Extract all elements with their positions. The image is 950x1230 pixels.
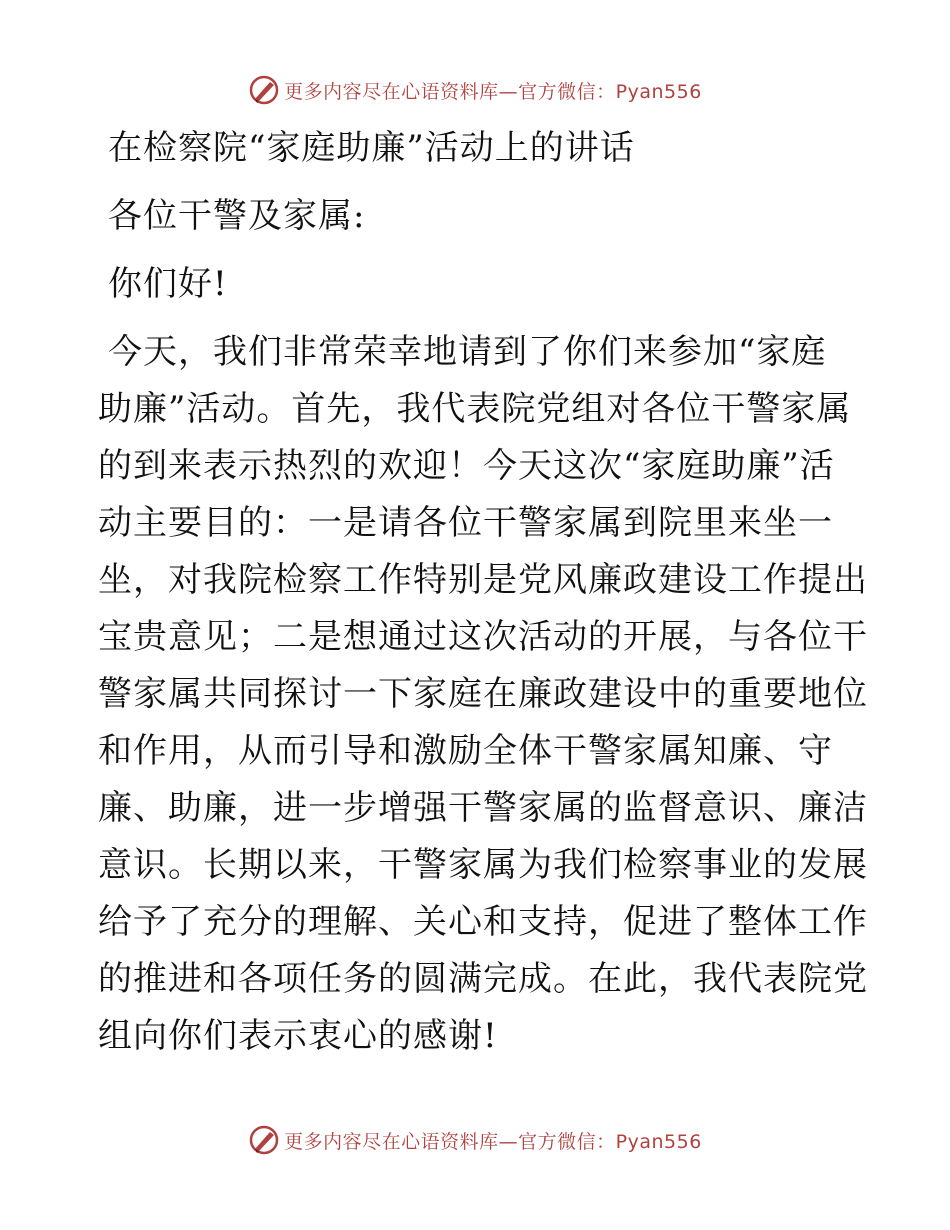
greeting: 你们好!: [108, 264, 228, 304]
pen-circle-icon: [248, 1124, 280, 1156]
paragraph-line: 助廉”活动。首先，我代表院党组对各位干警家属: [98, 389, 852, 429]
paragraph-line: 的到来表示热烈的欢迎！今天这次“家庭助廉”活: [98, 446, 835, 486]
paragraph-line: 廉、助廉，进一步增强干警家属的监督意识、廉洁: [98, 788, 868, 828]
salutation: 各位干警及家属:: [108, 196, 366, 236]
document-title: 在检察院“家庭助廉”活动上的讲话: [108, 128, 635, 168]
paragraph-line: 和作用，从而引导和激励全体干警家属知廉、守: [98, 731, 833, 771]
footer-banner-text: 更多内容尽在心语资料库—官方微信：Pyan556: [284, 1130, 702, 1153]
footer-banner: [0, 1120, 950, 1160]
body-paragraph: [98, 330, 868, 1058]
paragraph-line: 今天，我们非常荣幸地请到了你们来参加“家庭: [108, 332, 827, 372]
pen-circle-icon: [248, 74, 280, 106]
header-banner: [0, 70, 950, 110]
paragraph-line: 坐，对我院检察工作特别是党风廉政建设工作提出: [98, 560, 868, 600]
paragraph-line: 给予了充分的理解、关心和支持，促进了整体工作: [98, 902, 868, 942]
paragraph-line: 组向你们表示衷心的感谢!: [98, 1016, 498, 1056]
header-banner-text: 更多内容尽在心语资料库—官方微信：Pyan556: [284, 80, 702, 103]
paragraph-line: 警家属共同探讨一下家庭在廉政建设中的重要地位: [98, 674, 868, 714]
document-body: [98, 118, 868, 1071]
paragraph-line: 意识。长期以来，干警家属为我们检察事业的发展: [98, 845, 868, 885]
paragraph-line: 动主要目的：一是请各位干警家属到院里来坐一: [98, 503, 833, 543]
paragraph-line: 宝贵意见；二是想通过这次活动的开展，与各位干: [98, 617, 868, 657]
paragraph-line: 的推进和各项任务的圆满完成。在此，我代表院党: [98, 959, 868, 999]
